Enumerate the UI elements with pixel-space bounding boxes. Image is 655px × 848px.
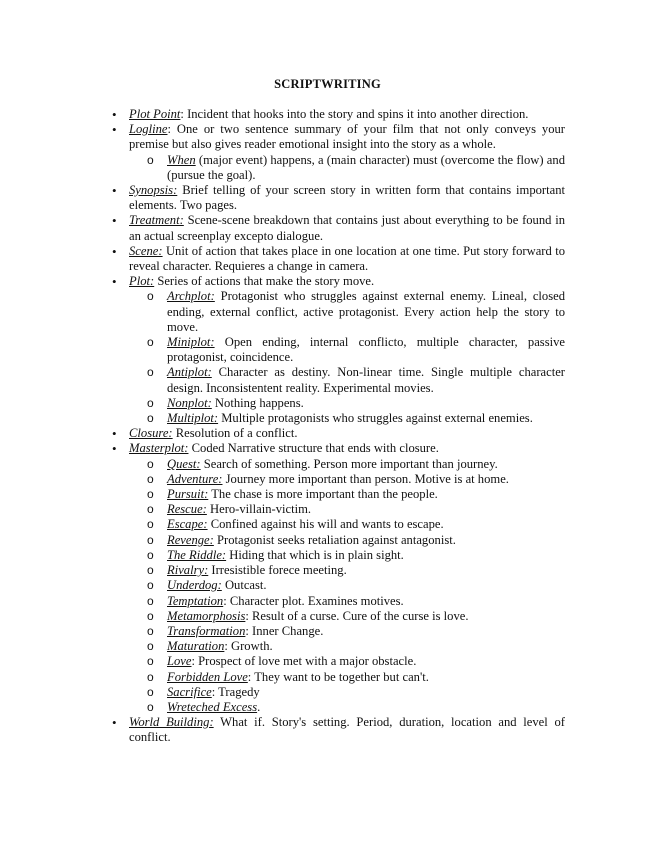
sub-list-item (167, 685, 565, 700)
term-definition: Unit of action that takes place in one location at one time. Put story forward to reveal character. Requieres a change in camera. (129, 243, 565, 274)
term-label: Adventure: (167, 471, 223, 486)
term-definition: Series of actions that make the story move. (154, 274, 375, 289)
term-definition: The chase is more important than the people. (208, 487, 438, 502)
list-item (129, 426, 565, 441)
term-label: Multiplot: (167, 411, 219, 426)
term-definition: Incident that hooks into the story and spins it into another direction. (183, 107, 529, 121)
term-label: Transformation (167, 623, 246, 638)
term-definition: Open ending, internal conflicto, multiple character, passive protagonist, coincidence. (167, 335, 565, 365)
term-label: Quest: (167, 456, 201, 471)
sub-list-item (167, 700, 565, 715)
sub-list-item (167, 624, 565, 639)
term-definition: They want to be together but can't. (251, 669, 429, 684)
term-definition: Result of a curse. Cure of the curse is love. (248, 608, 469, 623)
sub-list-item (167, 517, 565, 532)
term-label: Underdog: (167, 578, 222, 593)
term-label: World Building: (129, 715, 214, 730)
sub-list-item (167, 335, 565, 365)
list-item (129, 274, 565, 426)
term-definition: Prospect of love met with a major obstacle. (194, 654, 417, 669)
term-definition: Resolution of a conflict. (172, 426, 298, 441)
term-definition: Nothing happens. (211, 395, 304, 410)
sub-list-item (167, 670, 565, 685)
term-label: Treatment: (129, 213, 184, 228)
term-label: Sacrifice (167, 684, 212, 699)
term-definition: Inner Change. (248, 623, 324, 638)
sub-list-item (167, 153, 565, 183)
term-label: Pursuit: (167, 487, 209, 502)
sub-list (167, 289, 565, 426)
term-definition: Scene-scene breakdown that contains just about everything to be found in an actual screenplay excepto dialogue. (129, 213, 565, 243)
term-label: Rescue: (167, 502, 207, 517)
term-definition: Multiple protagonists who struggles against external enemies. (218, 411, 533, 426)
term-separator: : (245, 608, 249, 623)
sub-list-item (167, 578, 565, 593)
term-definition: Search of something. Person more important than journey. (200, 456, 498, 471)
term-definition: Coded Narrative structure that ends with closure. (188, 441, 439, 456)
term-separator: : (224, 639, 228, 654)
term-label: Nonplot: (167, 395, 212, 410)
page-title: SCRIPTWRITING (274, 77, 381, 91)
sub-list-item (167, 289, 565, 335)
list-item (129, 122, 565, 183)
term-label: Revenge: (167, 532, 214, 547)
term-separator: : (211, 684, 216, 699)
sub-list-item (167, 487, 565, 502)
term-definition: Hero-villain-victim. (206, 502, 312, 517)
term-separator: : (245, 623, 249, 638)
sub-list-item (167, 639, 565, 654)
term-label: Maturation (167, 639, 225, 654)
term-definition: Hiding that which is in plain sight. (226, 547, 404, 562)
term-definition: Irresistible forece meeting. (208, 563, 347, 578)
term-label: Closure: (129, 426, 173, 441)
term-definition: (major event) happens, a (main character) must (overcome the flow) and (pursue the goal). (167, 152, 565, 182)
term-label: When (167, 152, 196, 167)
term-label: Archplot: (167, 289, 215, 304)
sub-list-item (167, 396, 565, 411)
term-label: Antiplot: (167, 365, 212, 380)
list-item (129, 441, 565, 715)
term-definition: What if. Story's setting. Period, duration, location and level of conflict. (129, 715, 565, 745)
sub-list (167, 457, 565, 715)
sub-list-item (167, 563, 565, 578)
sub-list-item (167, 411, 565, 426)
term-label: Love (167, 654, 192, 669)
sub-list-item (167, 654, 565, 669)
term-list (129, 107, 565, 746)
sub-list-item (167, 548, 565, 563)
term-label: Miniplot: (167, 335, 215, 350)
term-separator: : (247, 669, 252, 684)
term-definition: Character as destiny. Non-linear time. Single multiple character design. Inconsistentent reality. Experimental movies. (167, 365, 565, 395)
term-separator: : (167, 122, 171, 137)
term-label: Rivalry: (167, 563, 209, 578)
list-item (129, 183, 565, 213)
term-definition: Outcast. (221, 578, 267, 593)
list-item (129, 244, 565, 274)
term-definition: Protagonist seeks retaliation against antagonist. (213, 532, 456, 547)
sub-list-item (167, 609, 565, 624)
sub-list-item (167, 594, 565, 609)
sub-list (167, 153, 565, 183)
term-label: Plot Point (129, 107, 181, 121)
term-label: Forbidden Love (167, 669, 248, 684)
sub-list-item (167, 502, 565, 517)
term-separator: : (191, 654, 195, 669)
sub-list-item (167, 457, 565, 472)
term-definition: Character plot. Examines motives. (226, 593, 404, 608)
term-label: The Riddle: (167, 547, 227, 562)
term-definition: One or two sentence summary of your film that not only conveys your premise but also gives reader emotional insight into the story as a whole. (129, 122, 565, 152)
term-separator: : (180, 107, 184, 121)
term-separator: . (257, 699, 261, 714)
term-definition: Tragedy (215, 684, 260, 699)
term-label: Metamorphosis (167, 608, 246, 623)
term-definition: Growth. (227, 639, 273, 654)
list-item (129, 107, 565, 122)
sub-list-item (167, 365, 565, 395)
term-definition: Brief telling of your screen story in written form that contains important elements. Two pages. (129, 183, 565, 213)
term-label: Logline (129, 122, 168, 137)
term-label: Masterplot: (129, 441, 189, 456)
term-separator: : (223, 593, 227, 608)
term-label: Plot: (129, 274, 155, 289)
term-definition: Confined against his will and wants to escape. (207, 517, 444, 532)
term-definition: Protagonist who struggles against external enemy. Lineal, closed ending, external conflict, active protagonist. Every action help the story to move. (167, 289, 565, 334)
term-label: Scene: (129, 243, 163, 258)
list-item (129, 715, 565, 745)
term-definition: Journey more important than person. Motive is at home. (222, 471, 509, 486)
term-label: Escape: (167, 517, 208, 532)
sub-list-item (167, 472, 565, 487)
term-label: Synopsis: (129, 183, 178, 198)
term-label: Wreteched Excess (167, 699, 258, 714)
term-label: Temptation (167, 593, 224, 608)
list-item (129, 213, 565, 243)
sub-list-item (167, 533, 565, 548)
